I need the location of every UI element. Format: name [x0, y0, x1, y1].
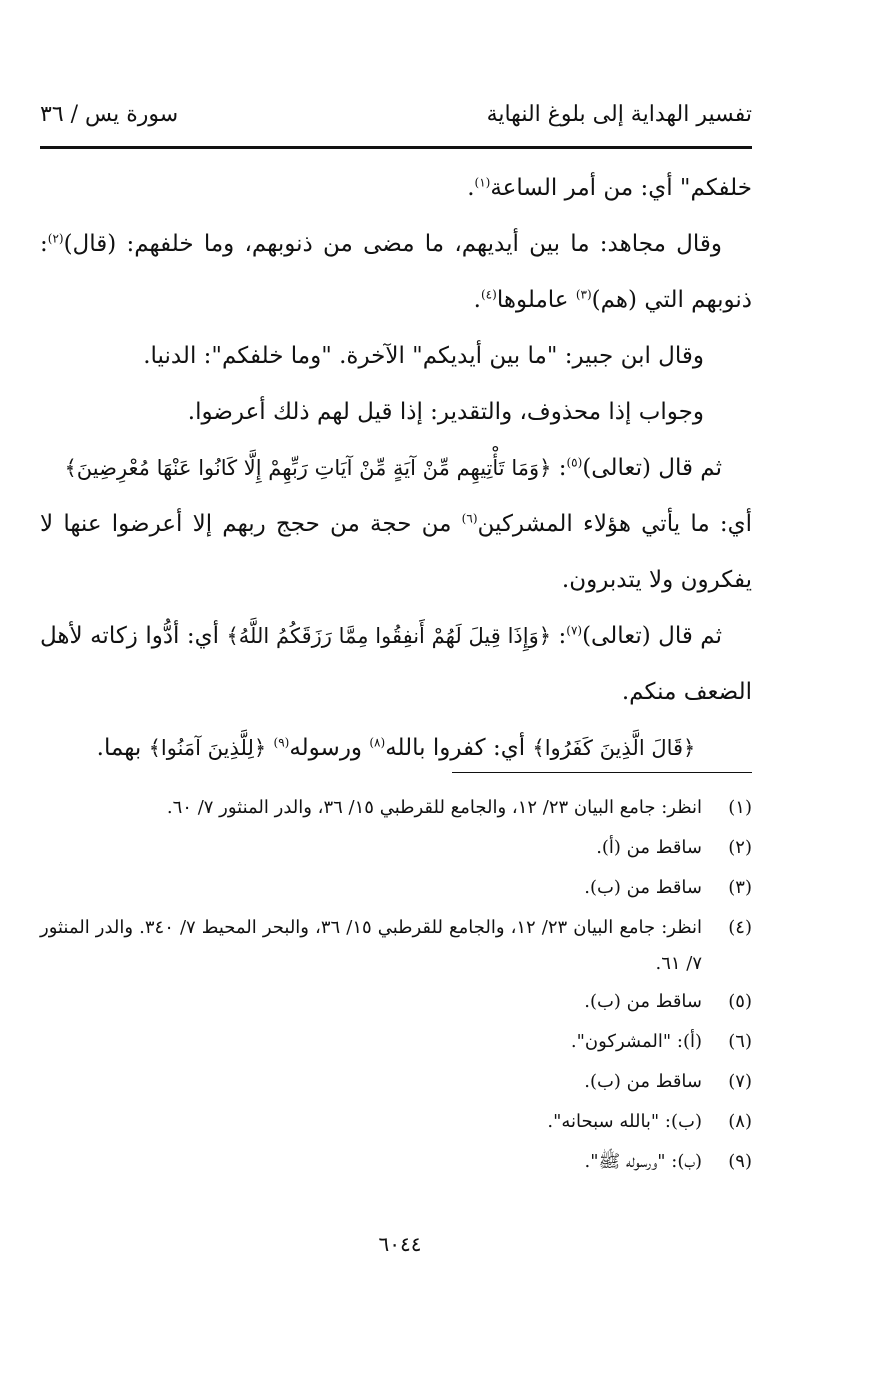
- footnote: [40, 1102, 752, 1142]
- text-run: وقال مجاهد: ما بين أيديهم، ما مضى من ذنوبهم، وما خلفهم: (قال): [63, 231, 722, 257]
- footnote: [40, 1142, 752, 1182]
- text-run: ورسوله: [289, 735, 370, 761]
- footnote-text: انظر: جامع البيان ٢٣/ ١٢، والجامع للقرطبي ١٥/ ٣٦، والدر المنثور ٧/ ٦٠.: [166, 797, 702, 818]
- text-run: [266, 735, 273, 761]
- book-title: تفسير الهداية إلى بلوغ النهاية: [486, 102, 752, 127]
- footnote-marker: (٩): [273, 735, 290, 750]
- text-run: :: [551, 455, 567, 481]
- quran-verse: ﴿قَالَ الَّذِينَ كَفَرُوا﴾: [532, 736, 696, 760]
- text-run: وقال ابن جبير: "ما بين أيديكم" الآخرة. "وما خلفكم": الدنيا.: [143, 343, 704, 369]
- text-run: ثم قال (تعالى): [582, 455, 722, 481]
- footnote-marker: (٢): [47, 231, 64, 246]
- footnote-marker: (٥): [566, 455, 583, 470]
- text-run: عاملوها: [496, 287, 576, 313]
- paragraph: [40, 720, 752, 776]
- footnote-marker: (٣): [575, 287, 592, 302]
- text-run: أي: أدُّوا زكاته لأهل الضعف منكم.: [40, 623, 752, 705]
- text-run: : ذنوبهم التي (هم): [40, 231, 752, 313]
- main-text: [40, 160, 752, 776]
- text-run: أي: ما يأتي هؤلاء المشركين: [477, 511, 752, 537]
- paragraph: [40, 384, 752, 440]
- footnote-text: ساقط من (ب).: [584, 991, 702, 1012]
- footnote-text: (أ): "المشركون".: [570, 1031, 702, 1052]
- footnote-marker: (٦): [461, 511, 478, 526]
- footnote-text: ساقط من (ب).: [584, 1071, 702, 1092]
- running-header: [40, 98, 752, 138]
- text-run: من حجة من حجج ربهم إلا أعرضوا عنها لا يفكرون ولا يتدبرون.: [40, 511, 752, 593]
- surah-label: سورة يس / ٣٦: [40, 102, 179, 127]
- paragraph: [40, 608, 752, 720]
- quran-verse: ﴿وَإِذَا قِيلَ لَهُمْ أَنفِقُوا مِمَّا رَزَقَكُمُ اللَّهُ﴾: [226, 624, 552, 648]
- footnote-divider: [452, 772, 752, 773]
- footnote-number: (٦): [728, 1031, 752, 1052]
- text-run: ثم قال (تعالى): [582, 623, 722, 649]
- footnote: [40, 982, 752, 1022]
- footnote-number: (١): [728, 797, 752, 818]
- footnote: [40, 1062, 752, 1102]
- text-run: أي: كفروا بالله: [385, 735, 533, 761]
- footnote: [40, 1022, 752, 1062]
- header-divider: [40, 146, 752, 149]
- footnote-number: (٧): [728, 1071, 752, 1092]
- footnote: [40, 788, 752, 828]
- paragraph: [40, 496, 752, 608]
- quran-verse: ﴿لِلَّذِينَ آمَنُوا﴾: [148, 736, 267, 760]
- footnote-marker: (٨): [369, 735, 386, 750]
- footnote-text: (ب): "بالله سبحانه".: [547, 1111, 702, 1132]
- footnote-marker: (٤): [480, 287, 497, 302]
- footnote-text: ساقط من (أ).: [596, 837, 702, 858]
- page-number: ٦٠٤٤: [378, 1232, 422, 1256]
- paragraph: [40, 440, 752, 496]
- footnote-number: (٩): [728, 1151, 752, 1172]
- paragraph: [40, 328, 752, 384]
- footnote: [40, 868, 752, 908]
- text-run: .: [467, 175, 475, 201]
- footnote-number: (٤): [728, 917, 752, 938]
- text-run: بهما.: [96, 735, 149, 761]
- footnote: [40, 828, 752, 868]
- text-run: .: [473, 287, 481, 313]
- footnote-text: ساقط من (ب).: [584, 877, 702, 898]
- text-run: :: [551, 623, 567, 649]
- footnote-number: (٢): [728, 837, 752, 858]
- footnote-number: (٥): [728, 991, 752, 1012]
- footnote-text: انظر: جامع البيان ٢٣/ ١٢، والجامع للقرطبي ١٥/ ٣٦، والبحر المحيط ٧/ ٣٤٠. والدر المنثور ٧/ ٦١.: [40, 917, 702, 974]
- text-run: وجواب إذا محذوف، والتقدير: إذا قيل لهم ذلك أعرضوا.: [187, 399, 704, 425]
- text-run: خلفكم" أي: من أمر الساعة: [490, 175, 752, 201]
- footnote-marker: (١): [474, 175, 491, 190]
- footnote-number: (٨): [728, 1111, 752, 1132]
- paragraph: [40, 216, 752, 328]
- quran-verse: ﴿وَمَا تَأْتِيهِم مِّنْ آيَةٍ مِّنْ آيَاتِ رَبِّهِمْ إِلَّا كَانُوا عَنْهَا مُعْرِضِينَ﴾: [64, 456, 552, 480]
- footnote-number: (٣): [728, 877, 752, 898]
- footnote: [40, 908, 752, 982]
- paragraph: [40, 160, 752, 216]
- footnote-text: (ب): "ورسوله ﷺ".: [584, 1151, 702, 1172]
- footnotes: [40, 788, 752, 1182]
- footnote-marker: (٧): [566, 623, 583, 638]
